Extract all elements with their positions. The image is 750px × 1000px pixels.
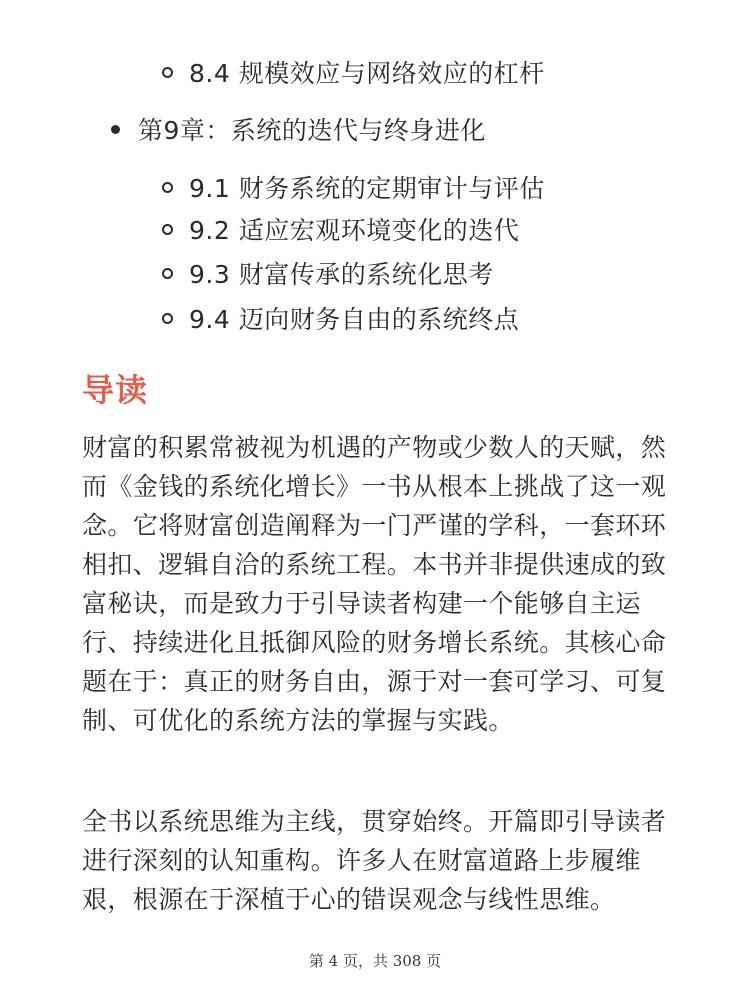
filled-bullet-icon — [111, 125, 120, 134]
toc-item-label: 9.4 迈向财务自由的系统终点 — [189, 305, 520, 334]
body-paragraph-1: 财富的积累常被视为机遇的产物或少数人的天赋，然而《金钱的系统化增长》一书从根本上挑战了这一观念。它将财富创造阐释为一门严谨的学科，一套环环相扣、逻辑自洽的系统工程。本书并非提供速成的致富秘诀，而是致力于引导读者构建一个能够自主运行、持续进化且抵御风险的财务增长系统。其核心命题在于：真正的财务自由，源于对一套可学习、可复制、可优化的系统方法的掌握与实践。 — [82, 433, 667, 735]
toc-chapter-label: 第9章：系统的迭代与终身进化 — [138, 116, 486, 145]
toc-item-label: 9.2 适应宏观环境变化的迭代 — [189, 216, 520, 245]
toc-item-9-1[interactable] — [162, 167, 545, 207]
toc-item-9-3[interactable] — [162, 253, 494, 293]
hollow-bullet-icon — [162, 268, 173, 279]
toc-item-label: 9.3 财富传承的系统化思考 — [189, 260, 494, 289]
toc-item-label: 9.1 财务系统的定期审计与评估 — [189, 174, 545, 203]
hollow-bullet-icon — [162, 224, 173, 235]
toc-item-label: 8.4 规模效应与网络效应的杠杆 — [189, 59, 545, 88]
toc-chapter-9[interactable] — [111, 109, 486, 149]
hollow-bullet-icon — [162, 67, 173, 78]
toc-item-9-4[interactable] — [162, 298, 519, 338]
hollow-bullet-icon — [162, 313, 173, 324]
toc-item-8-4[interactable] — [162, 52, 545, 92]
section-heading: 导读 — [82, 371, 149, 409]
hollow-bullet-icon — [162, 182, 173, 193]
toc-item-9-2[interactable] — [162, 209, 519, 249]
page-number-footer: 第 4 页，共 308 页 — [308, 952, 442, 970]
body-paragraph-2: 全书以系统思维为主线，贯穿始终。开篇即引导读者进行深刻的认知重构。许多人在财富道路上步履维艰，根源在于深植于心的错误观念与线性思维。 — [82, 807, 667, 914]
